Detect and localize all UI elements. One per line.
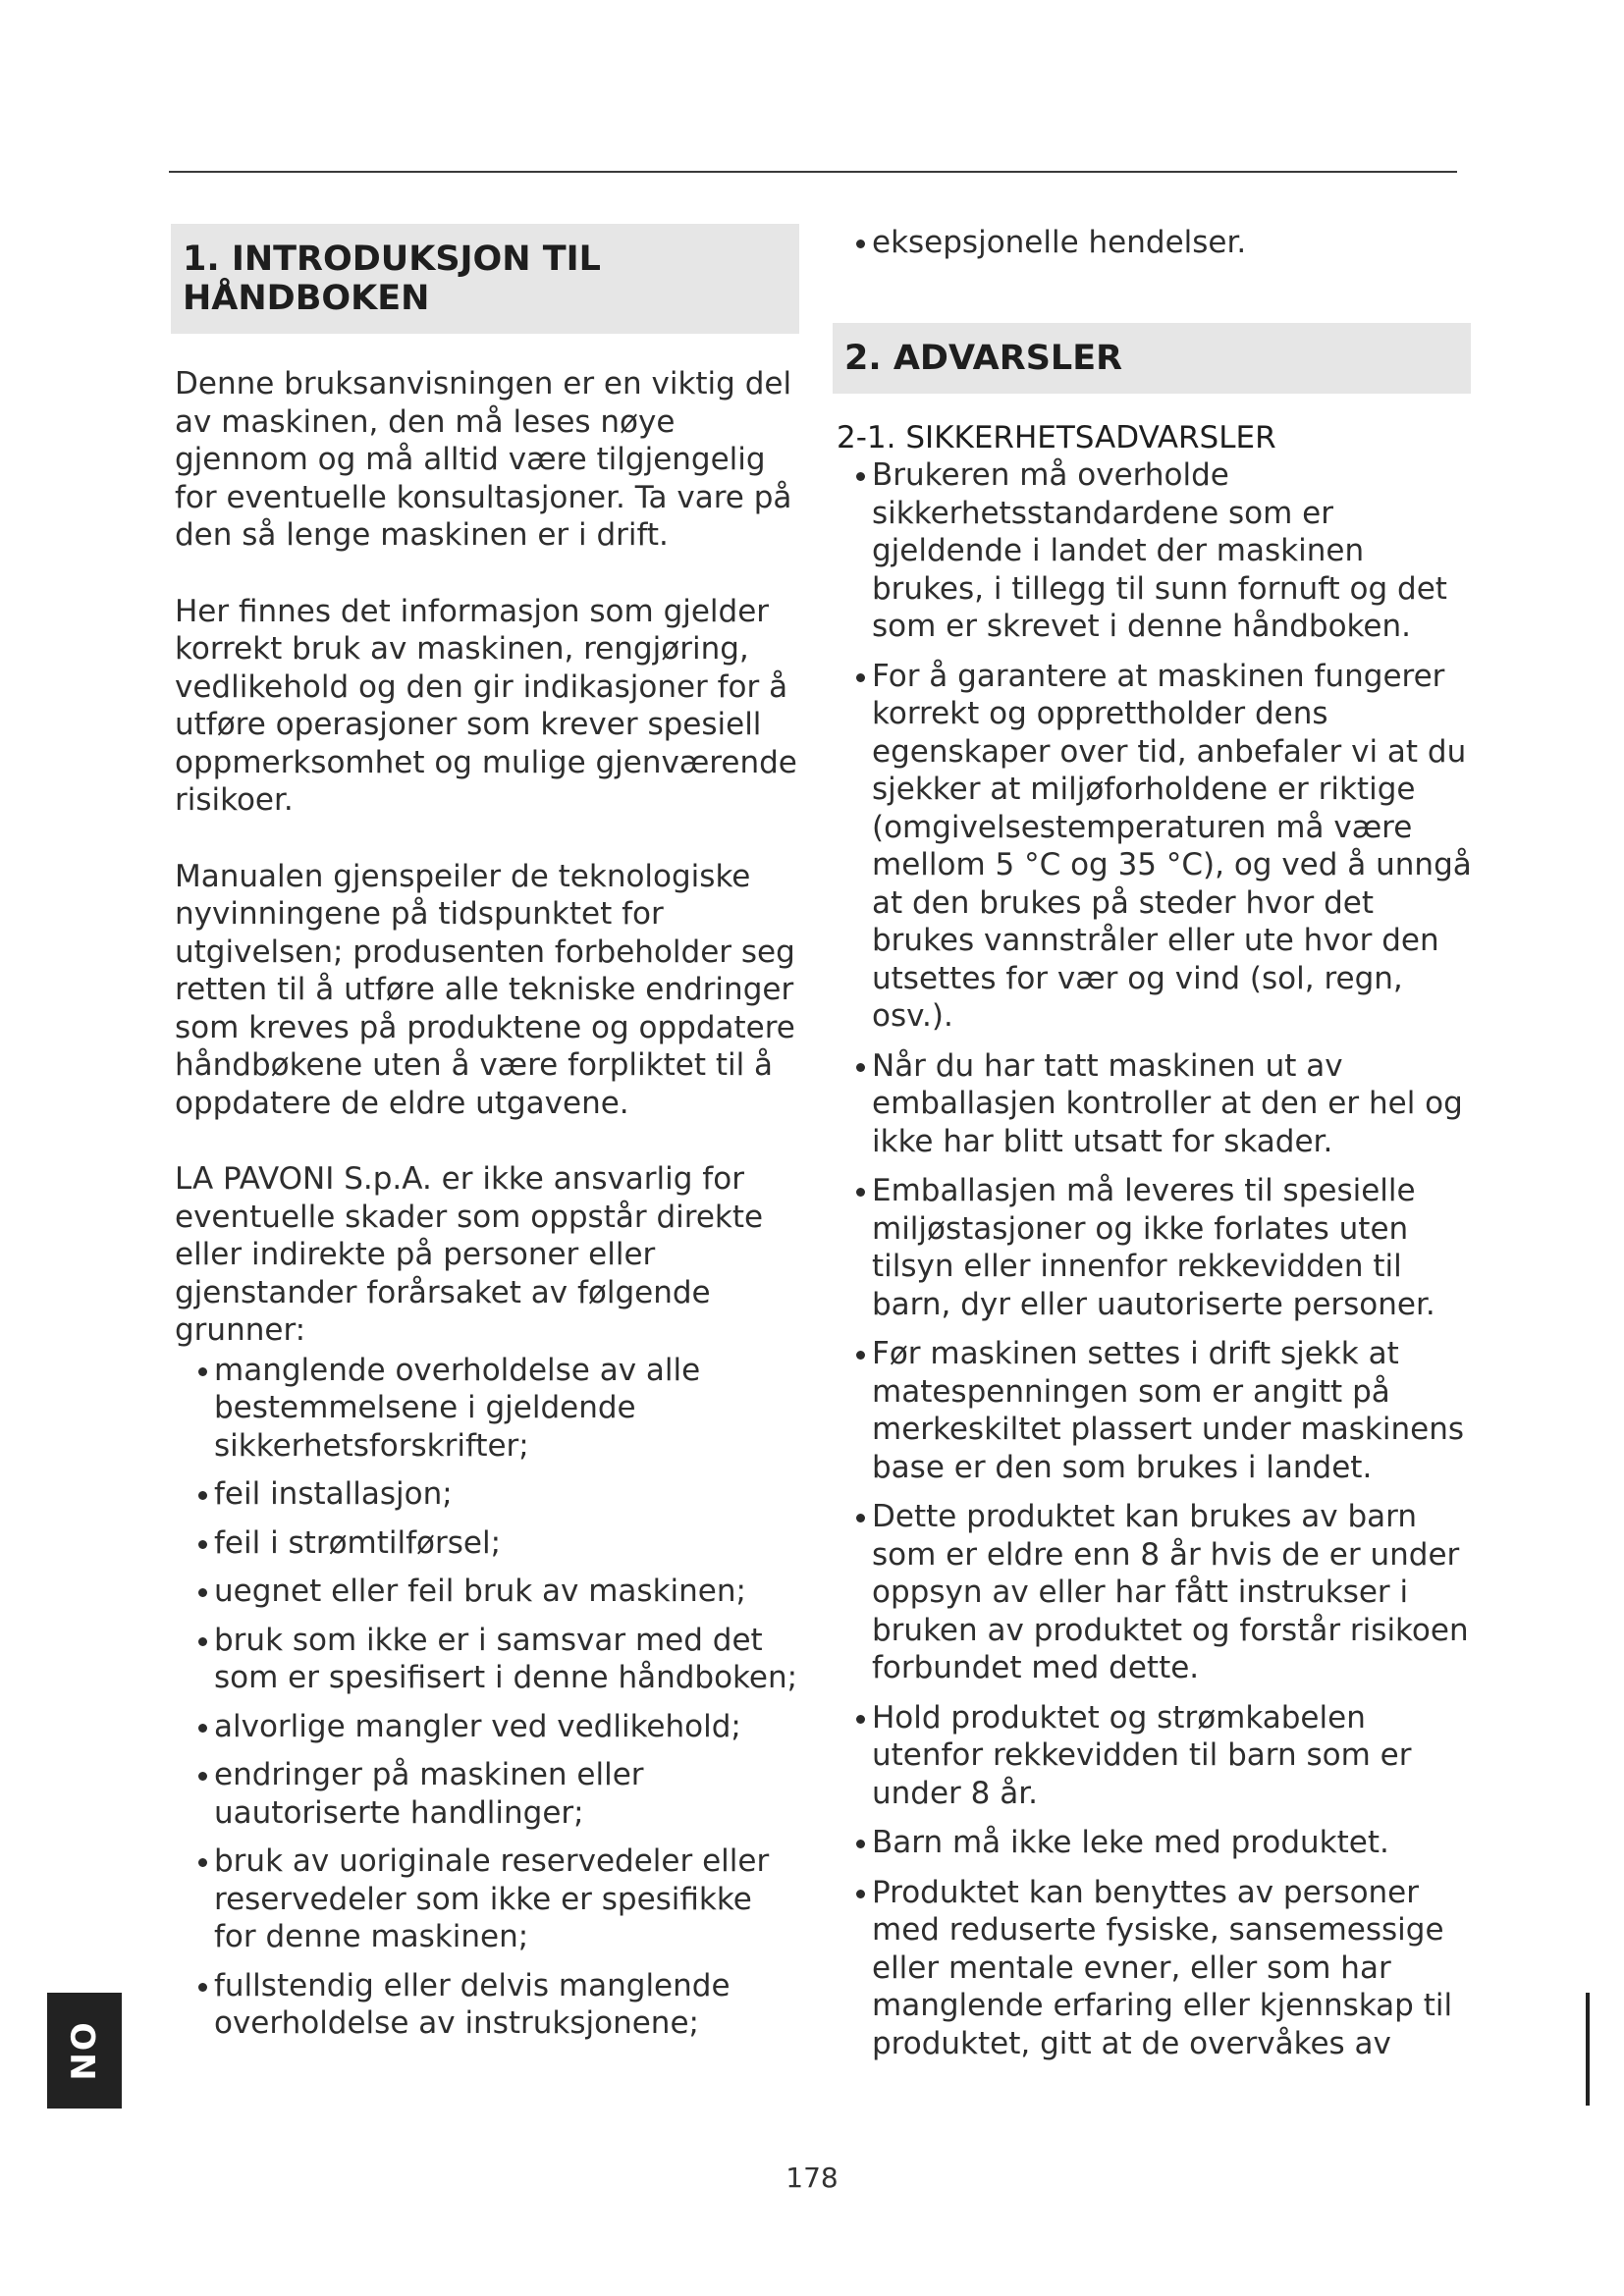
list-item: feil installasjon; — [192, 1475, 803, 1514]
safety-warnings-subheading: 2-1. SIKKERHETSADVARSLER — [837, 419, 1276, 455]
list-item: manglende overholdelse av alle bestemmelsene i gjeldende sikkerhetsforskrifter; — [192, 1352, 803, 1466]
continued-list-item: eksepsjonelle hendelser. — [850, 224, 1475, 262]
heading-line-2: HÅNDBOKEN — [183, 279, 430, 318]
section-heading-introduction — [171, 224, 799, 334]
liability-bullet-list — [175, 1352, 803, 2043]
intro-paragraph-3: Manualen gjenspeiler de teknologiske nyvinningene på tidspunktet for utgivelsen; produsenten forbeholder seg retten til å utføre alle tekniske endringer som kreves på produktene og oppdatere håndbøkene uten å være forpliktet til å oppdatere de eldre utgavene. — [175, 858, 795, 1121]
warnings-heading-text: 2. ADVARSLER — [844, 338, 1123, 378]
intro-paragraph-2: Her finnes det informasjon som gjelder korrekt bruk av maskinen, rengjøring, vedlikehold og den gir indikasjoner for å utføre operasjoner som krever spesiell oppmerksomhet og mulige gjenværende risikoer. — [175, 593, 797, 818]
list-item: Før maskinen settes i drift sjekk at matespenningen som er angitt på merkeskiltet plassert under maskinens base er den som brukes i landet. — [850, 1335, 1475, 1486]
list-item: uegnet eller feil bruk av maskinen; — [192, 1573, 803, 1611]
list-item: Brukeren må overholde sikkerhetsstandardene som er gjeldende i landet der maskinen brukes, i tillegg til sunn fornuft og det som er skrevet i denne håndboken. — [850, 456, 1475, 646]
list-item: Emballasjen må leveres til spesielle miljøstasjoner og ikke forlates uten tilsyn eller innenfor rekkevidden til barn, dyr eller uautoriserte personer. — [850, 1172, 1475, 1323]
list-item: feil i strømtilførsel; — [192, 1524, 803, 1563]
heading-line-1: 1. INTRODUKSJON TIL — [183, 240, 601, 279]
intro-paragraph-4: LA PAVONI S.p.A. er ikke ansvarlig for eventuelle skader som oppstår direkte eller indirekte på personer eller gjenstander forårsaket av følgende grunner: — [175, 1161, 764, 1348]
list-item: endringer på maskinen eller uautoriserte handlinger; — [192, 1756, 803, 1832]
language-tab — [47, 1993, 122, 2109]
list-item: Barn må ikke leke med produktet. — [850, 1824, 1475, 1862]
right-column — [837, 224, 1475, 2074]
safety-bullet-list — [837, 456, 1475, 2062]
list-item: Dette produktet kan brukes av barn som er eldre enn 8 år hvis de er under oppsyn av eller har fått instrukser i bruken av produktet og forstår risikoen forbundet med dette. — [850, 1498, 1475, 1687]
margin-marker-bar — [1586, 1993, 1590, 2106]
header-rule — [169, 171, 1457, 173]
list-item: bruk som ikke er i samsvar med det som er spesifisert i denne håndboken; — [192, 1622, 803, 1697]
list-item: Produktet kan benyttes av personer med reduserte fysiske, sansemessige eller mentale evner, eller som har manglende erfaring eller kjennskap til produktet, gitt at de overvåkes av — [850, 1874, 1475, 2063]
page-number: 178 — [785, 2162, 839, 2194]
intro-paragraph-1: Denne bruksanvisningen er en viktig del av maskinen, den må leses nøye gjennom og må alltid være tilgjengelig for eventuelle konsultasjoner. Ta vare på den så lenge maskinen er i drift. — [175, 366, 792, 553]
language-code: NO — [65, 2020, 104, 2081]
left-column — [175, 224, 803, 2054]
section-heading-warnings — [833, 323, 1471, 394]
list-item: fullstendig eller delvis manglende overholdelse av instruksjonene; — [192, 1967, 803, 2043]
list-item: For å garantere at maskinen fungerer korrekt og opprettholder dens egenskaper over tid, anbefaler vi at du sjekker at miljøforholdene er riktige (omgivelsestemperaturen må være mellom 5 °C og 35 °C), og ved å unngå at den brukes på steder hvor det brukes vannstråler eller ute hvor den utsettes for vær og vind (sol, regn, osv.). — [850, 658, 1475, 1036]
list-item: bruk av uoriginale reservedeler eller reservedeler som ikke er spesifikke for denne maskinen; — [192, 1842, 803, 1956]
list-item: Hold produktet og strømkabelen utenfor rekkevidden til barn som er under 8 år. — [850, 1699, 1475, 1813]
list-item: Når du har tatt maskinen ut av emballasjen kontroller at den er hel og ikke har blitt utsatt for skader. — [850, 1047, 1475, 1161]
list-item: alvorlige mangler ved vedlikehold; — [192, 1708, 803, 1746]
